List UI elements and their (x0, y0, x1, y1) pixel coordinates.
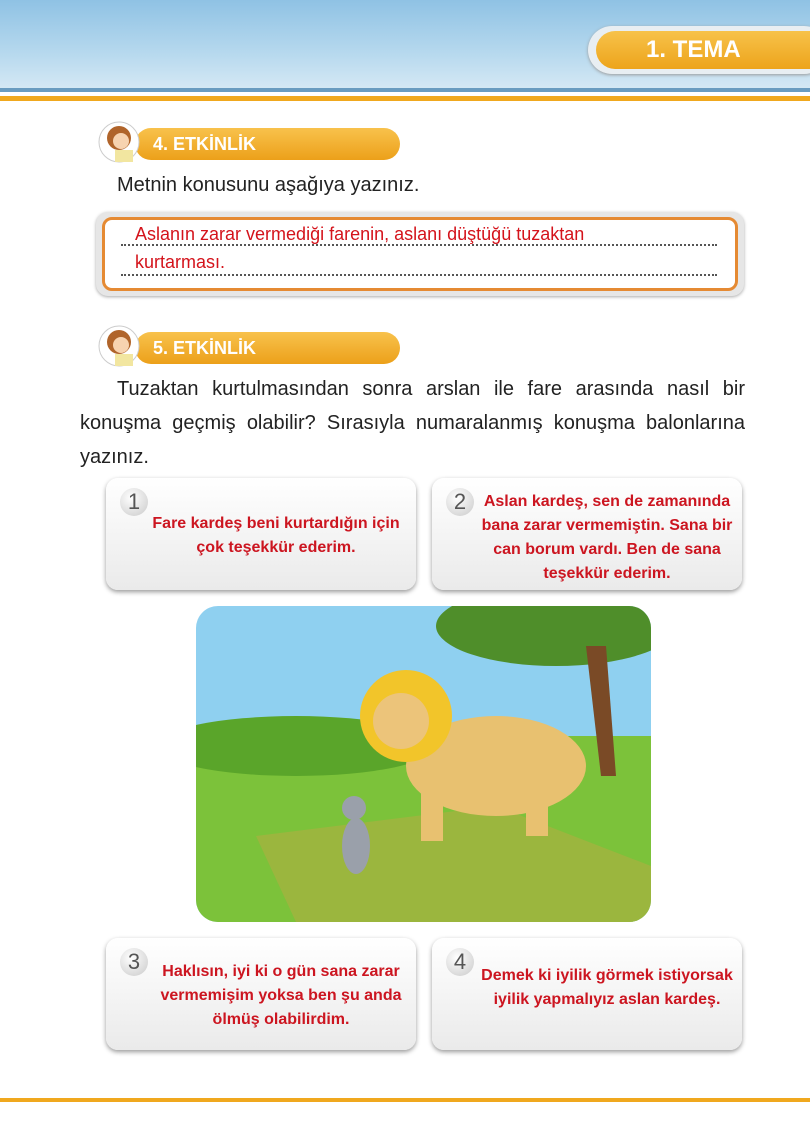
activity-5-title: 5. ETKİNLİK (135, 332, 400, 364)
bubble-text: Demek ki iyilik görmek istiyorsak iyilik yapmalıyız aslan kardeş. (481, 967, 733, 1008)
speech-bubble-1 (106, 478, 416, 590)
speech-bubble-4 (432, 938, 742, 1050)
bubble-text: Haklısın, iyi ki o gün sana zarar vermemişim yoksa ben şu anda ölmüş olabilirdim. (160, 963, 402, 1028)
lion-and-mouse-illustration (196, 606, 651, 922)
bubble-text: Aslan kardeş, sen de zamanında bana zarar vermemiştin. Sana bir can borum vardı. Ben de sana teşekkür ederim. (481, 493, 733, 582)
answer-text-line-2: kurtarması. (135, 252, 226, 272)
header-accent-line (0, 96, 810, 101)
answer-text-line-1: Aslanın zarar vermediği farenin, aslanı düştüğü tuzaktan (135, 224, 585, 244)
speech-bubble-3 (106, 938, 416, 1050)
bubble-text: Fare kardeş beni kurtardığın için çok teşekkür ederim. (152, 515, 400, 556)
bubble-number: 2 (446, 488, 474, 516)
writing-line (121, 274, 717, 276)
activity-4-title: 4. ETKİNLİK (135, 128, 400, 160)
answer-box (96, 212, 744, 296)
header-divider (0, 88, 810, 92)
activity-5-prompt: Tuzaktan kurtulmasından sonra arslan ile fare arasında nasıl bir konuşma geçmiş olabilir? Sırasıyla numaralanmış konuşma balonlarına yazınız. (80, 378, 745, 468)
bubble-number: 3 (120, 948, 148, 976)
bubble-number: 4 (446, 948, 474, 976)
activity-4-prompt: Metnin konusunu aşağıya yazınız. (117, 174, 420, 196)
speech-bubble-2 (432, 478, 742, 590)
bubble-number: 1 (120, 488, 148, 516)
theme-badge (588, 26, 810, 74)
theme-label: 1. TEMA (596, 31, 810, 69)
girl-mascot-icon (95, 118, 147, 168)
girl-mascot-icon (95, 322, 147, 372)
footer-line (0, 1098, 810, 1102)
